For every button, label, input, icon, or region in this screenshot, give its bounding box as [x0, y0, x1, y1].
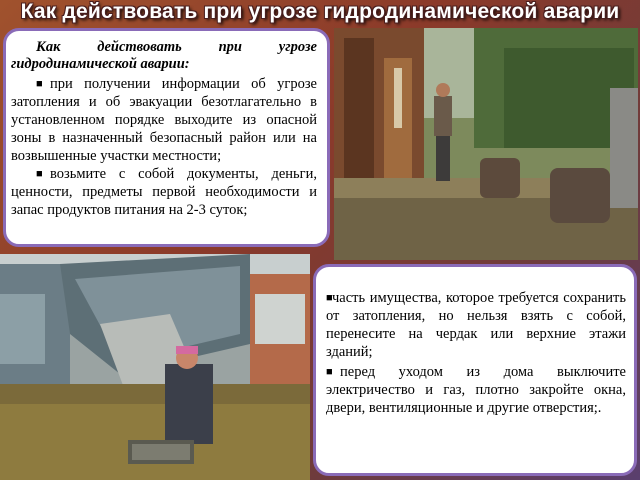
property-protection-card — [313, 264, 637, 476]
square-bullet-icon: ■ — [36, 168, 43, 180]
square-bullet-icon: ■ — [326, 366, 333, 378]
list-item: ■ перед уходом из дома выключите электричество и газ, плотно закройте окна, двери, вентиляционные и другие отверстия;. — [326, 364, 626, 416]
square-bullet-icon: ■ — [326, 292, 333, 304]
square-bullet-icon: ■ — [36, 78, 43, 90]
list-item: ■ возьмите с собой документы, деньги, ценности, предметы первой необходимости и запас продуктов питания на 2-3 суток; — [11, 166, 317, 218]
card-heading: Как действовать при угрозе гидродинамической аварии: — [11, 39, 317, 72]
flooded-yard-photo — [334, 28, 638, 260]
collapsed-house-photo — [0, 254, 310, 480]
evacuation-instructions-card — [3, 28, 330, 247]
list-item: ■часть имущества, которое требуется сохранить от затопления, но нельзя взять с собой, перенесите на чердак или верхние этажи зданий; — [326, 290, 626, 360]
slide-title: Как действовать при угрозе гидродинамической аварии — [20, 0, 620, 23]
list-item: ■ при получении информации об угрозе затопления и об эвакуации безотлагательно в установленном порядке выходите из опасной зоны в назначенный безопасный район или на возвышенные участки местности; — [11, 76, 317, 164]
